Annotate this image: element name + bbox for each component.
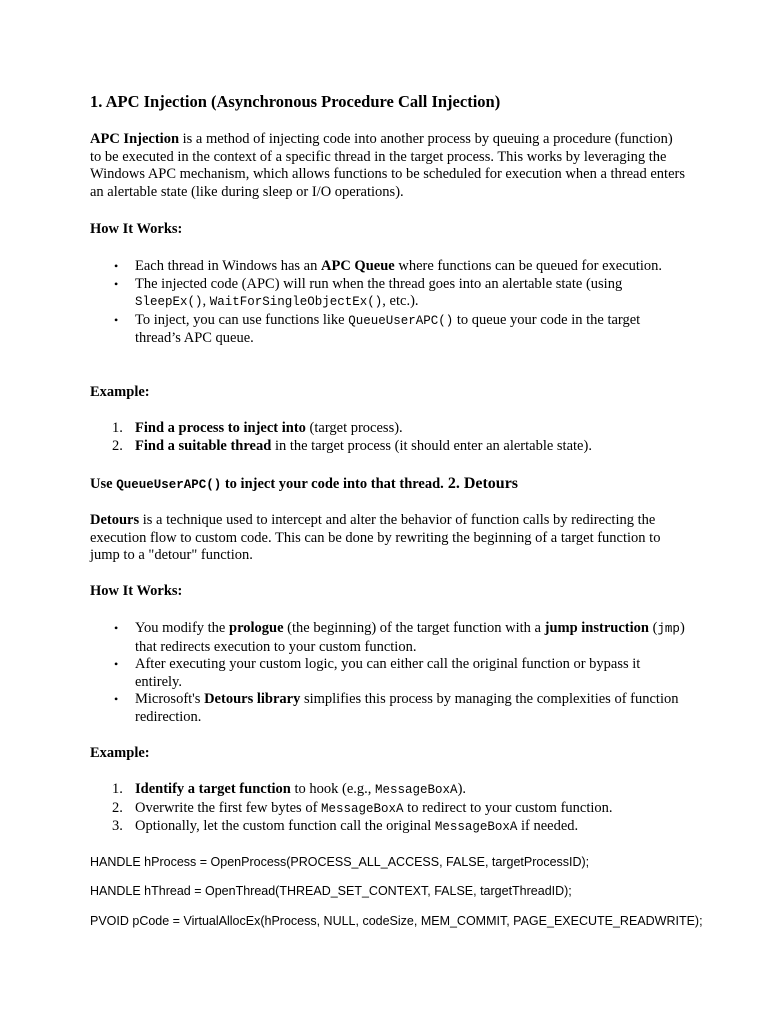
detours-how-it-works-heading: How It Works: <box>90 583 183 599</box>
list-item: • You modify the prologue (the beginning) of the target function with a jump instruction (jmp) that redirects execution to your custom function. <box>114 620 685 655</box>
bullet-icon: • <box>114 657 119 671</box>
bullet-icon: • <box>114 692 119 706</box>
bullet-icon: • <box>114 259 119 273</box>
code-line-open-thread: HANDLE hThread = OpenThread(THREAD_SET_CONTEXT, FALSE, targetThreadID); <box>90 884 572 898</box>
code-line-virtual-alloc: PVOID pCode = VirtualAllocEx(hProcess, NULL, codeSize, MEM_COMMIT, PAGE_EXECUTE_READWRITE); <box>90 914 703 928</box>
section-title-apc-injection: 1. APC Injection (Asynchronous Procedure Call Injection) <box>90 92 501 111</box>
apc-example-heading: Example: <box>90 384 150 400</box>
list-item: 1. Find a process to inject into (target process). <box>112 420 403 436</box>
bullet-icon: • <box>114 621 119 635</box>
list-item: • Microsoft's Detours library simplifies this process by managing the complexities of function redirection. <box>114 691 679 725</box>
list-item: • Each thread in Windows has an APC Queue where functions can be queued for execution. <box>114 258 663 274</box>
detours-intro-paragraph: Detours is a technique used to intercept and alter the behavior of function calls by redirecting the execution flow to custom code. This can be done by rewriting the beginning of a target function to jump to a "detour" function. <box>90 512 661 563</box>
list-item: • To inject, you can use functions like QueueUserAPC() to queue your code in the target thread’s APC queue. <box>114 311 641 346</box>
apc-how-it-works-list <box>90 258 685 348</box>
apc-intro-paragraph: APC Injection is a method of injecting code into another process by queuing a procedure (function) to be executed in the context of a specific thread in the target process. This works by leveraging the Windows APC mechanism, which allows functions to be scheduled for execution when a thread enters an alertable state (like during sleep or I/O operations). <box>90 131 685 200</box>
apc-example-steps <box>90 420 685 455</box>
apc-how-it-works-heading: How It Works: <box>90 221 183 237</box>
bullet-icon: • <box>114 276 119 291</box>
use-queueuserapc-line: Use QueueUserAPC() to inject your code into that thread. 2. Detours <box>90 475 519 492</box>
list-item: • The injected code (APC) will run when the thread goes into an alertable state (using SleepEx(), WaitForSingleObjectEx(), etc.). <box>114 275 623 309</box>
bullet-icon: • <box>114 312 119 327</box>
detours-example-steps <box>90 781 685 837</box>
list-item: 2. Overwrite the first few bytes of MessageBoxA to redirect to your custom function. <box>112 799 613 816</box>
list-item: 2. Find a suitable thread in the target process (it should enter an alertable state). <box>112 437 592 454</box>
list-item: 3. Optionally, let the custom function call the original MessageBoxA if needed. <box>112 818 579 834</box>
code-line-open-process: HANDLE hProcess = OpenProcess(PROCESS_ALL_ACCESS, FALSE, targetProcessID); <box>90 855 590 869</box>
detours-example-heading: Example: <box>90 745 150 761</box>
list-item: 1. Identify a target function to hook (e.g., MessageBoxA). <box>112 781 467 797</box>
detours-how-it-works-list <box>90 620 685 726</box>
list-item: • After executing your custom logic, you can either call the original function or bypass it entirely. <box>114 656 641 690</box>
section-title-detours: 2. Detours <box>443 475 519 492</box>
